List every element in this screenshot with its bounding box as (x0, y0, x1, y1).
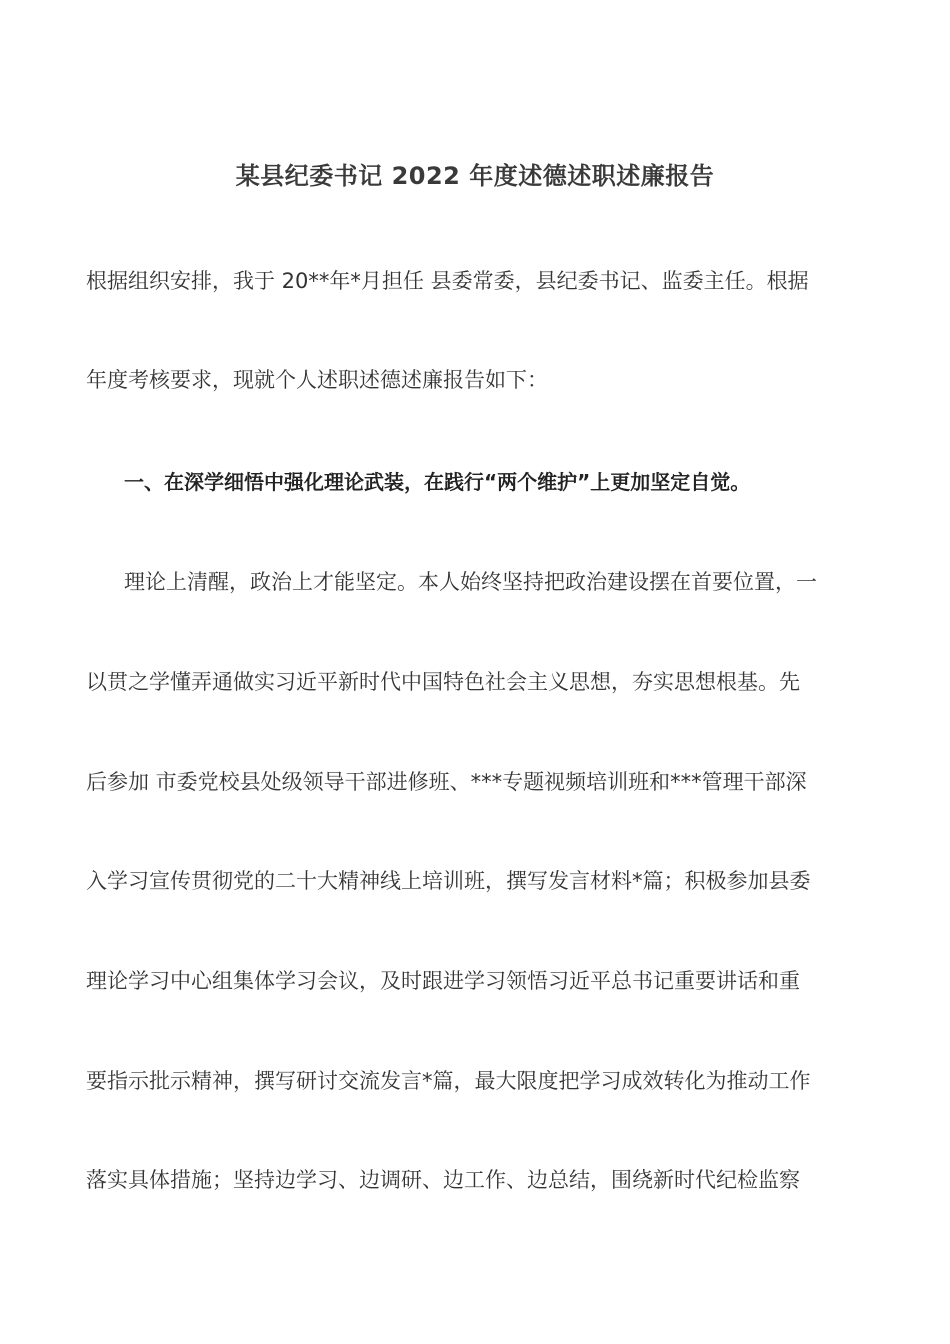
document-title: 某县纪委书记 2022 年度述德述职述廉报告 (235, 162, 715, 190)
paragraph-line: 入学习宣传贯彻党的二十大精神线上培训班，撰写发言材料*篇；积极参加县委 (86, 869, 811, 893)
paragraph-line: 根据组织安排，我于 20**年*月担任 县委常委，县纪委书记、监委主任。根据 (86, 269, 809, 293)
paragraph-line: 理论上清醒，政治上才能坚定。本人始终坚持把政治建设摆在首要位置，一 (124, 570, 817, 594)
paragraph-line: 以贯之学懂弄通做实习近平新时代中国特色社会主义思想，夯实思想根基。先 (86, 670, 800, 694)
paragraph-line: 理论学习中心组集体学习会议，及时跟进学习领悟习近平总书记重要讲话和重 (86, 969, 800, 993)
paragraph-line: 年度考核要求，现就个人述职述德述廉报告如下： (86, 368, 548, 392)
paragraph-line: 要指示批示精神，撰写研讨交流发言*篇，最大限度把学习成效转化为推动工作 (86, 1069, 811, 1093)
paragraph-line: 落实具体措施；坚持边学习、边调研、边工作、边总结，围绕新时代纪检监察 (86, 1168, 800, 1192)
section-heading: 一、在深学细悟中强化理论武装，在践行“两个维护”上更加坚定自觉。 (124, 470, 751, 494)
paragraph-line: 后参加 市委党校县处级领导干部进修班、***专题视频培训班和***管理干部深 (86, 770, 807, 794)
